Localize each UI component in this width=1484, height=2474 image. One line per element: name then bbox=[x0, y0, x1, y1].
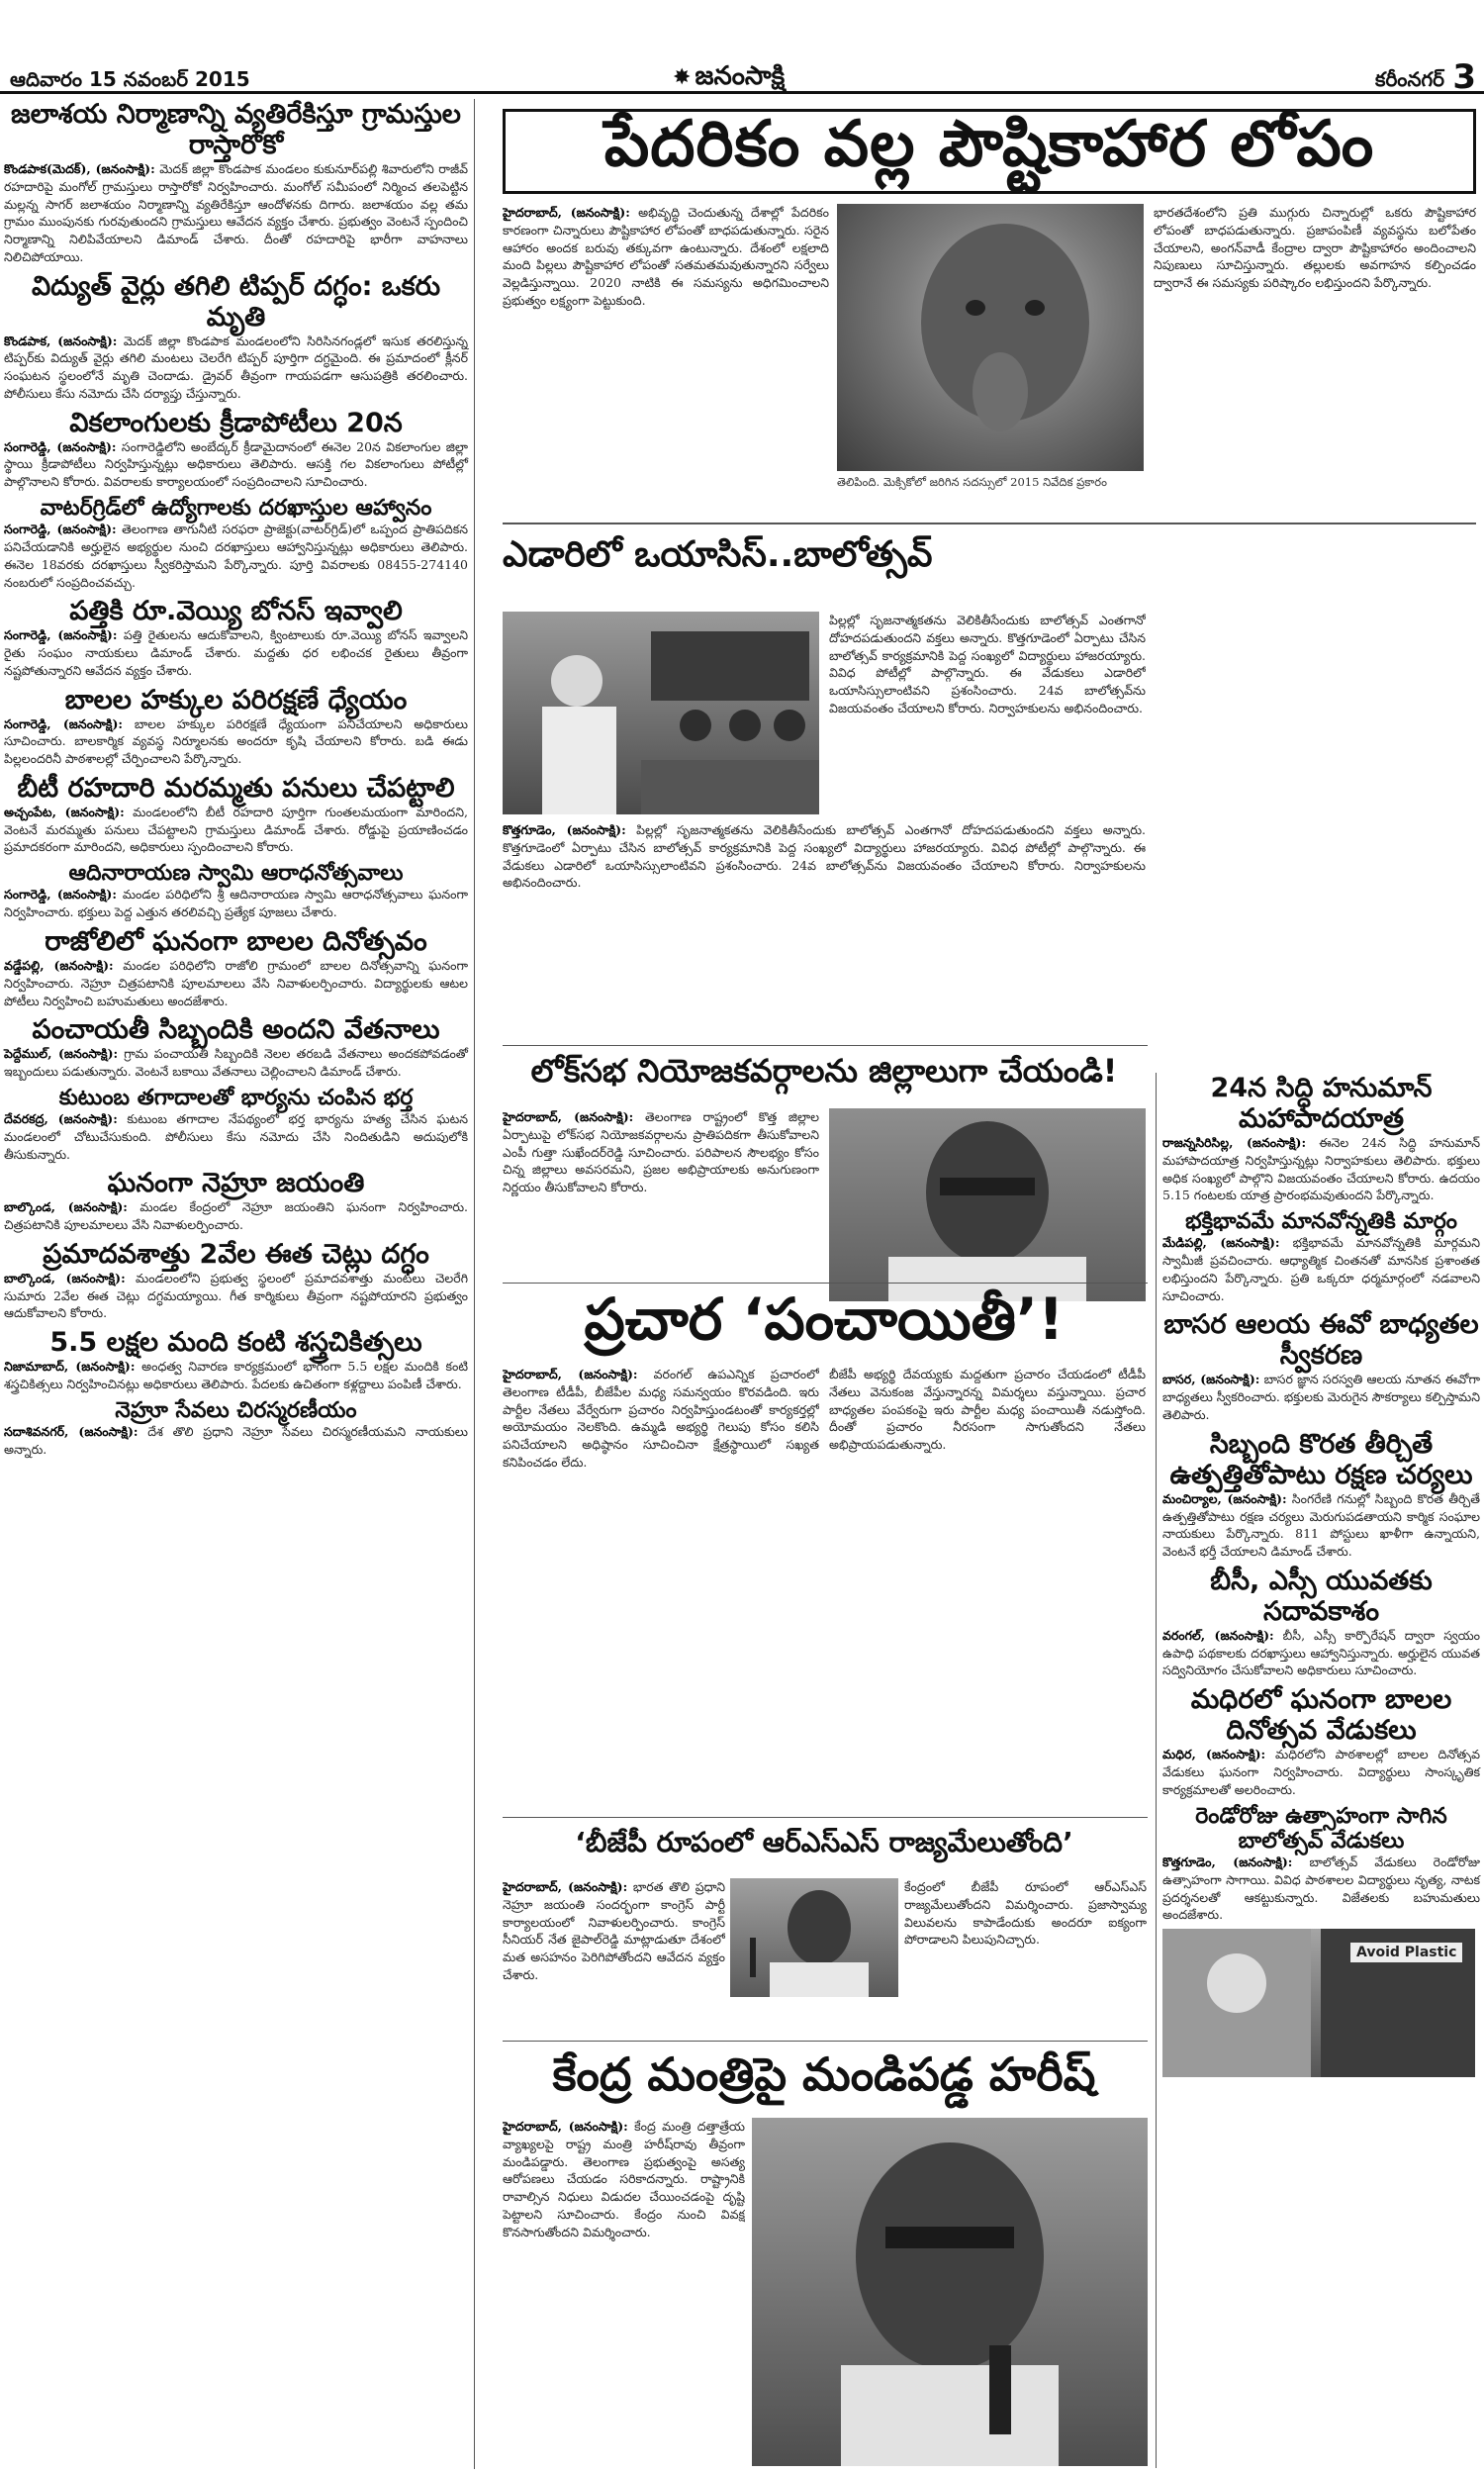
loksabha-headline: లోక్‌సభ నియోజకవర్గాలను జిల్లాలుగా చేయండి! bbox=[530, 1052, 1118, 1090]
story-dateline: దేవరకద్ర, (జనంసాక్షి): bbox=[4, 1111, 118, 1127]
story-dateline: కొండపాక, (జనంసాక్షి): bbox=[4, 333, 118, 348]
story-body bbox=[4, 1045, 468, 1081]
story-body bbox=[4, 1270, 468, 1322]
story-dateline: కొత్తగూడెం, (జనంసాక్షి): bbox=[1162, 1855, 1293, 1870]
story-text: బాలల హక్కుల పరిరక్షణే ధ్యేయంగా పనిచేయాలని అధికారులు సూచించారు. బాలకార్మిక వ్యవస్థ నిర్మూలనకు అందరూ కృషి చేయాలని కోరారు. బడి ఈడు పిల్లలందరినీ పాఠశాలల్లో చేర్పించాలని పేర్కొన్నారు. bbox=[4, 715, 469, 767]
story-text: సింగరేణి గనుల్లో సిబ్బంది కొరత తీర్చితే ఉత్పత్తితోపాటు రక్షణ చర్యలు మెరుగుపడతాయని కార్మిక సంఘాల నాయకులు పేర్కొన్నారు. 811 పోస్టులు ఖాళీగా ఉన్నాయని, వెంటనే భర్తీ చేయాలని డిమాండ్‌ చేశారు. bbox=[1162, 1490, 1480, 1560]
story-text: మండల పరిధిలోని శ్రీ ఆదినారాయణ స్వామి ఆరాధనోత్సవాలు ఘనంగా నిర్వహించారు. భక్తులు పెద్ద ఎత్తున తరలివచ్చి ప్రత్యేక పూజలు చేశారు. bbox=[4, 887, 468, 920]
story-text: అంధత్వ నివారణ కార్యక్రమంలో భాగంగా 5.5 లక్షల మందికి కంటి శస్త్రచికిత్సలు నిర్వహించినట్లు అధికారులు తెలిపారు. పేదలకు ఉచితంగా కళ్లద్దాలు పంపిణీ చేశారు. bbox=[4, 1359, 468, 1391]
story-body bbox=[4, 333, 468, 403]
story-body bbox=[4, 1358, 468, 1393]
story-body bbox=[1162, 1371, 1480, 1423]
story-text: మండలంలోని బీటీ రహదారి పూర్తిగా గుంతలమయంగా మారిందని, వెంటనే మరమ్మతు పనులు చేపట్టాలని గ్రామస్తులు డిమాండ్‌ చేశారు. రోడ్డుపై ప్రయాణించడం ప్రమాదకరంగా మారిందని, అధికారులు స్పందించాలని కోరారు. bbox=[4, 804, 468, 855]
harish-photo-art bbox=[752, 2118, 1148, 2466]
balotsav-body-top: పిల్లల్లో సృజనాత్మకతను వెలికితీసేందుకు బాలోత్సవ్‌ ఎంతగానో దోహదపడుతుందని వక్తలు అన్నారు. కొత్తగూడెంలో ఏర్పాటు చేసిన బాలోత్సవ్‌ కార్యక్రమానికి పెద్ద సంఖ్యలో విద్యార్థులు హాజరయ్యారు. వివిధ పోటీల్లో పాల్గొన్నారు. ఈ వేడుకలు ఎడారిలో ఒయాసిస్సులాంటివని ప్రశంసించారు. 24వ బాలోత్సవ్‌ను విజయవంతం చేయాలని కోరారు. నిర్వాహకులను అభినందించారు. bbox=[829, 613, 1146, 715]
news-story bbox=[1162, 1566, 1480, 1679]
news-story bbox=[4, 1086, 468, 1164]
hero-body-left: హైదరాబాద్‌, (జనంసాక్షి): అభివృద్ధి చెందుతున్న దేశాల్లో పేదరికం కారణంగా చిన్నారులు పౌష్టికాహార లోపంతో బాధపడుతున్నారు. సరైన ఆహారం అందక బరువు తక్కువగా ఉంటున్నారు. దేశంలో లక్షలాది మంది పిల్లలు పౌష్టికాహార లోపంతో సతమతమవుతున్నారని సర్వేలు వెల్లడిస్తున్నాయి. 2020 నాటికి ఈ సమస్యను అధిగమించాలని ప్రభుత్వం లక్ష్యంగా పెట్టుకుంది. bbox=[503, 205, 829, 308]
story-body bbox=[1162, 1627, 1480, 1679]
story-headline: రెండోరోజు ఉత్సాహంగా సాగిన బాలోత్సవ్‌ వేడుకలు bbox=[1195, 1803, 1447, 1854]
hero-photo-caption: తెలిపింది. మెక్సికోలో జరిగిన సదస్సులో 2015 నివేదిక ప్రకారం bbox=[837, 475, 1107, 489]
story-headline: విద్యుత్‌ వైర్లు తగిలి టిప్పర్‌ దగ్ధం: ఒకరు మృతి bbox=[31, 270, 441, 333]
story-body bbox=[1162, 1134, 1480, 1204]
section-divider bbox=[503, 1283, 1148, 1284]
story-body bbox=[4, 438, 468, 491]
news-story bbox=[1162, 1804, 1480, 1925]
story-body bbox=[1162, 1854, 1480, 1924]
issue-date: ఆదివారం 15 నవంబర్ 2015 bbox=[10, 67, 250, 91]
news-story bbox=[1162, 1429, 1480, 1561]
page-number: 3 bbox=[1452, 57, 1476, 97]
news-story bbox=[4, 926, 468, 1009]
news-story bbox=[1162, 1073, 1480, 1204]
story-dateline: మేడిపల్లి, (జనంసాక్షి): bbox=[1162, 1235, 1280, 1251]
story-text: బీసీ, ఎస్సీ కార్పొరేషన్‌ ద్వారా స్వయం ఉపాధి పథకాలకు దరఖాస్తులు ఆహ్వానిస్తున్నారు. అర్హులైన యువత సద్వినియోగం చేసుకోవాలని అధికారులు సూచించారు. bbox=[1162, 1627, 1480, 1678]
harish-body: హైదరాబాద్‌, (జనంసాక్షి): కేంద్ర మంత్రి దత్తాత్రేయ వ్యాఖ్యలపై రాష్ట్ర మంత్రి హరీష్‌రావు తీవ్రంగా మండిపడ్డారు. తెలంగాణ ప్రభుత్వంపై అసత్య ఆరోపణలు చేయడం సరికాదన్నారు. రాష్ట్రానికి రావాల్సిన నిధులు విడుదల చేయించడంపై దృష్టి పెట్టాలని సూచించారు. కేంద్రం నుంచి వివక్ష కొనసాగుతోందని విమర్శించారు. bbox=[503, 2119, 745, 2239]
story-body bbox=[4, 1198, 468, 1234]
story-headline: బీసీ, ఎస్సీ యువతకు సదావకాశం bbox=[1210, 1565, 1433, 1627]
story-dateline: పెద్దేముల్‌, (జనంసాక్షి): bbox=[4, 1046, 119, 1062]
story-body bbox=[4, 626, 468, 679]
rss-body-left: హైదరాబాద్‌, (జనంసాక్షి): భారత తొలి ప్రధాని నెహ్రూ జయంతి సందర్భంగా కాంగ్రెస్‌ పార్టీ కార్యాలయంలో నివాళులర్పించారు. కాంగ్రెస్‌ సీనియర్‌ నేత జైపాల్‌రెడ్డి మాట్లాడుతూ దేశంలో మత అసహనం పెరిగిపోతోందని ఆవేదన వ్యక్తం చేశారు. bbox=[503, 1879, 725, 1982]
prachara-body-mid: బీజేపీ అభ్యర్థి దేవయ్యకు మద్దతుగా ప్రచారం చేయడంలో టీడీపీ నేతలు వెనుకంజ వేస్తున్నారన్న విమర్శలు వస్తున్నాయి. ప్రచార బాధ్యతల పంపకంపై ఇరు పార్టీల మధ్య పంచాయితీ నడుస్తోంది. దీంతో ప్రచారం నీరసంగా సాగుతోందని నేతలు అభిప్రాయపడుతున్నారు. bbox=[829, 1367, 1146, 1452]
story-dateline: మధిర, (జనంసాక్షి): bbox=[1162, 1747, 1266, 1762]
right-column bbox=[1156, 1073, 1480, 2468]
news-story bbox=[4, 1398, 468, 1459]
section-divider bbox=[503, 1045, 1148, 1046]
story-dateline: సంగారెడ్డి, (జనంసాక్షి): bbox=[4, 887, 117, 903]
rss-body-right: కేంద్రంలో బీజేపీ రూపంలో ఆర్‌ఎస్‌ఎస్‌ రాజ్యమేలుతోందని విమర్శించారు. ప్రజాస్వామ్య విలువలను కాపాడేందుకు అందరూ ఐక్యంగా పోరాడాలని పిలుపునిచ్చారు. bbox=[904, 1879, 1147, 1948]
story-dateline: సంగారెడ్డి, (జనంసాక్షి): bbox=[4, 522, 117, 537]
story-dateline: బాల్కొండ, (జనంసాక్షి): bbox=[4, 1270, 126, 1285]
news-story bbox=[4, 408, 468, 491]
news-story bbox=[1162, 1684, 1480, 1798]
story-text: మండల పరిధిలోని రాజోలి గ్రామంలో బాలల దినోత్సవాన్ని ఘనంగా నిర్వహించారు. నెహ్రూ చిత్రపటానికి పూలమాలలు వేసి నివాళులర్పించారు. విద్యార్థులకు ఆటల పోటీలు నిర్వహించి బహుమతులు అందజేశారు. bbox=[4, 958, 468, 1008]
loksabha-body: హైదరాబాద్‌, (జనంసాక్షి): తెలంగాణ రాష్ట్రంలో కొత్త జిల్లాల ఏర్పాటుపై లోక్‌సభ నియోజకవర్గాలను ప్రాతిపదికగా తీసుకోవాలని ఎంపీ గుత్తా సుఖేందర్‌రెడ్డి సూచించారు. పరిపాలన సౌలభ్యం కోసం చిన్న జిల్లాలు అవసరమని, ప్రజల అభిప్రాయాలకు అనుగుణంగా నిర్ణయం తీసుకోవాలని కోరారు. bbox=[503, 1109, 819, 1194]
news-story bbox=[4, 99, 468, 266]
hero-headline-box bbox=[503, 109, 1476, 194]
story-text: బాసర జ్ఞాన సరస్వతి ఆలయ నూతన ఈవోగా బాధ్యతలు స్వీకరించారు. భక్తులకు మెరుగైన సౌకర్యాలు కల్పిస్తామని తెలిపారు. bbox=[1162, 1372, 1480, 1422]
child-photo-art bbox=[837, 204, 1144, 471]
news-story bbox=[4, 1014, 468, 1081]
story-body bbox=[4, 1110, 468, 1163]
story-headline: భక్తిభావమే మానవోన్నతికి మార్గం bbox=[1185, 1209, 1457, 1235]
story-text: దేశ తొలి ప్రధాని నెహ్రూ సేవలు చిరస్మరణీయమని నాయకులు అన్నారు. bbox=[4, 1424, 468, 1457]
harish-headline: కేంద్ర మంత్రిపై మండిపడ్డ హరీష్‌ bbox=[552, 2047, 1096, 2101]
story-text: కుటుంబ తగాదాల నేపథ్యంలో భర్త భార్యను హత్య చేసిన ఘటన మండలంలో చోటుచేసుకుంది. పోలీసులు కేసు నమోదు చేసి నిందితుడిని అదుపులోకి తీసుకున్నారు. bbox=[4, 1111, 468, 1162]
prachara-headline: ప్రచార ‘పంచాయితీ’! bbox=[584, 1285, 1065, 1353]
hero-body-right: భారతదేశంలోని ప్రతి ముగ్గురు చిన్నారుల్లో ఒకరు పౌష్టికాహార లోపంతో బాధపడుతున్నారు. ప్రజాపంపిణీ వ్యవస్థను బలోపేతం చేయాలని, అంగన్‌వాడీ కేంద్రాల ద్వారా పౌష్టికాహారం అందించాలని నిపుణులు సూచిస్తున్నారు. తల్లులకు అవగాహన కల్పించడం ద్వారానే ఈ సమస్యకు పరిష్కారం లభిస్తుందని పేర్కొన్నారు. bbox=[1154, 205, 1476, 290]
story-headline: నెహ్రూ సేవలు చిరస్మరణీయం bbox=[115, 1397, 357, 1423]
story-text: మధిరలోని పాఠశాలల్లో బాలల దినోత్సవ వేడుకలు ఘనంగా నిర్వహించారు. విద్యార్థులు సాంస్కృతిక కార్యక్రమాలతో అలరించారు. bbox=[1162, 1747, 1480, 1797]
story-dateline: అచ్చంపేట, (జనంసాక్షి): bbox=[4, 804, 125, 819]
balotsav-headline: ఎడారిలో ఒయాసిస్‌..బాలోత్సవ్‌ bbox=[503, 534, 933, 575]
news-story bbox=[4, 773, 468, 856]
story-body bbox=[4, 1423, 468, 1459]
story-headline: జలాశయ నిర్మాణాన్ని వ్యతిరేకిస్తూ గ్రామస్తుల రాస్తారోకో bbox=[11, 99, 461, 161]
jaipal-photo bbox=[730, 1878, 898, 1997]
balotsav-photo-art bbox=[503, 612, 819, 814]
news-story bbox=[4, 1239, 468, 1322]
mp-portrait-photo bbox=[829, 1108, 1146, 1301]
prachara-body-left: హైదరాబాద్‌, (జనంసాక్షి): వరంగల్‌ ఉపఎన్నిక ప్రచారంలో తెలంగాణ టీడీపీ, బీజేపీల మధ్య సమన్వయం కొరవడింది. ఇరు పార్టీల నేతలు వేర్వేరుగా ప్రచారం నిర్వహిస్తుండటంతో కార్యకర్తల్లో అయోమయం నెలకొంది. ఉమ్మడి అభ్యర్థి గెలుపు కోసం కలిసి పనిచేయాలని అధిష్ఠానం సూచించినా క్షేత్రస్థాయిలో సఖ్యత కనిపించడం లేదు. bbox=[503, 1367, 819, 1470]
story-text: మండలంలోని ప్రభుత్వ స్థలంలో ప్రమాదవశాత్తు మంటలు చెలరేగి సుమారు 2వేల ఈత చెట్లు దగ్ధమయ్యాయి. గీత కార్మికులు తీవ్రంగా నష్టపోయారని ప్రభుత్వం ఆదుకోవాలని కోరారు. bbox=[4, 1270, 468, 1321]
balotsav-stage-photo bbox=[1162, 1929, 1475, 2077]
newspaper-logo: ✸ జనంసాక్షి bbox=[673, 61, 786, 91]
story-dateline: సంగారెడ్డి, (జనంసాక్షి): bbox=[4, 438, 117, 454]
story-dateline: వరంగల్‌, (జనంసాక్షి): bbox=[1162, 1627, 1274, 1643]
avoid-plastic-banner: Avoid Plastic bbox=[1350, 1943, 1462, 1962]
section-divider bbox=[503, 1817, 1148, 1818]
story-text: తెలంగాణ తాగునీటి సరఫరా ప్రాజెక్టు(వాటర్‌గ్రిడ్‌)లో ఒప్పంద ప్రాతిపదికన పనిచేయడానికి అర్హులైన అభ్యర్థుల నుంచి దరఖాస్తులు ఆహ్వానిస్తున్నట్లు అధికారులు తెలిపారు. ఈనెల 18వరకు దరఖాస్తులు స్వీకరిస్తామని పేర్కొన్నారు. పూర్తి వివరాలకు 08455-274140 నంబరులో సంప్రదించవచ్చు. bbox=[4, 522, 468, 590]
left-column bbox=[4, 99, 475, 2469]
story-headline: ఆదినారాయణ స్వామి ఆరాధనోత్సవాలు bbox=[68, 861, 404, 887]
section-divider bbox=[503, 523, 1476, 524]
story-text: పత్తి రైతులను ఆదుకోవాలని, క్వింటాలుకు రూ.వెయ్యి బోనస్‌ ఇవ్వాలని రైతు సంఘం నాయకులు డిమాండ్‌ చేశారు. మద్దతు ధర లభించక రైతులు తీవ్రంగా నష్టపోతున్నారని ఆవేదన వ్యక్తం చేశారు. bbox=[4, 627, 468, 678]
story-body bbox=[4, 521, 468, 591]
story-body bbox=[4, 160, 468, 266]
story-text: మండల కేంద్రంలో నెహ్రూ జయంతిని ఘనంగా నిర్వహించారు. చిత్రపటానికి పూలమాలలు వేసి నివాళులర్పించారు. bbox=[4, 1199, 469, 1233]
story-headline: కుటుంబ తగాదాలతో భార్యను చంపిన భర్త bbox=[58, 1085, 414, 1110]
story-headline: 24న సిద్ధి హనుమాన్‌ మహాపాదయాత్ర bbox=[1210, 1073, 1433, 1135]
story-headline: ఘనంగా నెహ్రూ జయంతి bbox=[107, 1168, 365, 1199]
story-dateline: సదాశివనగర్‌, (జనంసాక్షి): bbox=[4, 1424, 139, 1440]
story-headline: పంచాయతీ సిబ్బందికి అందని వేతనాలు bbox=[32, 1014, 440, 1046]
story-body bbox=[4, 886, 468, 921]
news-story bbox=[4, 271, 468, 403]
story-dateline: సంగారెడ్డి, (జనంసాక్షి): bbox=[4, 715, 123, 731]
news-story bbox=[4, 1327, 468, 1393]
story-headline: వాటర్‌గ్రిడ్‌లో ఉద్యోగాలకు దరఖాస్తుల ఆహ్వానం bbox=[40, 495, 432, 521]
star-icon: ✸ bbox=[673, 65, 692, 90]
harish-photo bbox=[752, 2118, 1148, 2466]
story-body bbox=[4, 715, 468, 768]
news-story bbox=[4, 496, 468, 591]
masthead bbox=[0, 0, 1484, 97]
story-body bbox=[1162, 1234, 1480, 1304]
mp-portrait-art bbox=[829, 1108, 1146, 1301]
story-body bbox=[4, 957, 468, 1009]
story-text: భక్తిభావమే మానవోన్నతికి మార్గమని స్వామీజీ ప్రవచించారు. ఆధ్యాత్మిక చింతనతో మానసిక ప్రశాంతత లభిస్తుందని పేర్కొన్నారు. ప్రతి ఒక్కరూ ధర్మమార్గంలో నడవాలని సూచించారు. bbox=[1162, 1235, 1481, 1303]
story-dateline: నిజామాబాద్‌, (జనంసాక్షి): bbox=[4, 1359, 136, 1375]
news-story bbox=[1162, 1309, 1480, 1423]
story-dateline: వడ్డేపల్లి, (జనంసాక్షి): bbox=[4, 958, 114, 974]
story-text: బాలోత్సవ్‌ వేడుకలు రెండోరోజు ఉత్సాహంగా సాగాయి. వివిధ పాఠశాలల విద్యార్థులు నృత్య, నాటక ప్రదర్శనలతో ఆకట్టుకున్నారు. విజేతలకు బహుమతులు అందజేశారు. bbox=[1162, 1855, 1480, 1923]
section-divider bbox=[503, 2041, 1148, 2042]
news-story bbox=[4, 596, 468, 679]
edition-name: కరీంనగర్ bbox=[1375, 67, 1444, 91]
story-text: ఈనెల 24న సిద్ధి హనుమాన్‌ మహాపాదయాత్ర నిర్వహిస్తున్నట్లు నిర్వాహకులు తెలిపారు. భక్తులు అధిక సంఖ్యలో పాల్గొని విజయవంతం చేయాలని కోరారు. ఉదయం 5.15 గంటలకు యాత్ర ప్రారంభమవుతుందని పేర్కొన్నారు. bbox=[1162, 1135, 1480, 1203]
balotsav-body: కొత్తగూడెం, (జనంసాక్షి): పిల్లల్లో సృజనాత్మకతను వెలికితీసేందుకు బాలోత్సవ్‌ ఎంతగానో దోహదపడుతుందని వక్తలు అన్నారు. కొత్తగూడెంలో ఏర్పాటు చేసిన బాలోత్సవ్‌ కార్యక్రమానికి పెద్ద సంఖ్యలో విద్యార్థులు హాజరయ్యారు. వివిధ పోటీల్లో పాల్గొన్నారు. ఈ వేడుకలు ఎడారిలో ఒయాసిస్సులాంటివని ప్రశంసించారు. 24వ బాలోత్సవ్‌ను విజయవంతం చేయాలని కోరారు. నిర్వాహకులను అభినందించారు. bbox=[503, 822, 1146, 891]
hero-headline: పేదరికం వల్ల పౌష్టికాహార లోపం bbox=[603, 107, 1375, 181]
story-headline: 5.5 లక్షల మంది కంటి శస్త్రచికిత్సలు bbox=[49, 1327, 422, 1359]
story-dateline: రాజన్నసిరిసిల్ల, (జనంసాక్షి): bbox=[1162, 1135, 1307, 1151]
news-story bbox=[4, 685, 468, 768]
story-dateline: బాసర, (జనంసాక్షి): bbox=[1162, 1372, 1260, 1387]
story-text: మెదక్‌ జిల్లా కొండపాక మండలం కుకునూర్‌పల్లి శివారులోని రాజీవ్‌ రహదారిపై మంగోల్‌ గ్రామస్తులు రాస్తారోకో నిర్వహించారు. మంగోల్‌ సమీపంలో నిర్మించ తలపెట్టిన మల్లన్న సాగర్‌ జలాశయం నిర్మాణాన్ని వ్యతిరేకిస్తూ ఆందోళనకు దిగారు. జలాశయం వల్ల తమ గ్రామం ముంపునకు గురవుతుందని గ్రామస్తులు ఆవేదన వ్యక్తం చేశారు. ప్రభుత్వం వెంటనే స్పందించి నిర్మాణాన్ని నిలిపివేయాలని డిమాండ్‌ చేశారు. దీంతో రహదారిపై భారీగా వాహనాలు నిలిచిపోయాయి. bbox=[4, 161, 468, 264]
story-headline: ప్రమాదవశాత్తు 2వేల ఈత చెట్లు దగ్ధం bbox=[43, 1238, 429, 1270]
news-story bbox=[4, 861, 468, 921]
story-dateline: కొండపాక(మెదక్‌), (జనంసాక్షి): bbox=[4, 161, 155, 177]
story-headline: పత్తికి రూ.వెయ్యి బోనస్‌ ఇవ్వాలి bbox=[69, 596, 403, 627]
news-story bbox=[1162, 1209, 1480, 1304]
story-headline: రాజోలిలో ఘనంగా బాలల దినోత్సవం bbox=[45, 925, 427, 957]
news-story bbox=[4, 1168, 468, 1234]
story-body bbox=[4, 804, 468, 856]
rss-headline: ‘బీజేపీ రూపంలో ఆర్‌ఎస్‌ఎస్‌ రాజ్యమేలుతోంది’ bbox=[575, 1826, 1073, 1858]
story-dateline: మంచిర్యాల, (జనంసాక్షి): bbox=[1162, 1490, 1287, 1506]
story-headline: వికలాంగులకు క్రీడాపోటీలు 20న bbox=[69, 407, 403, 438]
story-headline: మధిరలో ఘనంగా బాలల దినోత్సవ వేడుకలు bbox=[1190, 1684, 1452, 1747]
story-dateline: బాల్కొండ, (జనంసాక్షి): bbox=[4, 1199, 128, 1215]
story-text: సంగారెడ్డిలోని అంబేద్కర్‌ క్రీడామైదానంలో ఈనెల 20న వికలాంగుల జిల్లా స్థాయి క్రీడాపోటీలు నిర్వహిస్తున్నట్లు అధికారులు తెలిపారు. ఆసక్తి గల వికలాంగులు పోటీల్లో పాల్గొనాలని కోరారు. వివరాలకు కార్యాలయంలో సంప్రదించాలని సూచించారు. bbox=[4, 438, 468, 490]
story-body bbox=[1162, 1490, 1480, 1561]
jaipal-photo-art bbox=[730, 1878, 898, 1997]
child-photo bbox=[837, 204, 1144, 471]
story-headline: బీటీ రహదారి మరమ్మతు పనులు చేపట్టాలి bbox=[17, 772, 455, 804]
balotsav-photo bbox=[503, 612, 819, 814]
story-body bbox=[1162, 1746, 1480, 1798]
story-headline: బాలల హక్కుల పరిరక్షణే ధ్యేయం bbox=[64, 684, 408, 715]
story-text: గ్రామ పంచాయతీ సిబ్బందికి నెలల తరబడి వేతనాలు అందకపోవడంతో ఇబ్బందులు పడుతున్నారు. వెంటనే బకాయి వేతనాలు చెల్లించాలని డిమాండ్‌ చేశారు. bbox=[4, 1046, 469, 1080]
story-headline: సిబ్బంది కొరత తీర్చితే ఉత్పత్తితోపాటు రక్షణ చర్యలు bbox=[1169, 1428, 1473, 1490]
story-dateline: సంగారెడ్డి, (జనంసాక్షి): bbox=[4, 627, 118, 643]
story-headline: బాసర ఆలయ ఈవో బాధ్యతల స్వీకరణ bbox=[1163, 1309, 1479, 1372]
story-text: మెదక్‌ జిల్లా కొండపాక మండలంలోని సిరిసినగండ్లలో ఇసుక తరలిస్తున్న టిప్పర్‌కు విద్యుత్‌ వైర్లు తగిలి మంటలు చెలరేగి టిప్పర్‌ పూర్తిగా దగ్ధమైంది. ఈ ప్రమాదంలో క్లీనర్‌ సంఘటన స్థలంలోనే మృతి చెందాడు. డ్రైవర్‌ తీవ్రంగా గాయపడగా ఆసుపత్రికి తరలించారు. పోలీసులు కేసు నమోదు చేసి దర్యాప్తు చేస్తున్నారు. bbox=[4, 333, 468, 401]
